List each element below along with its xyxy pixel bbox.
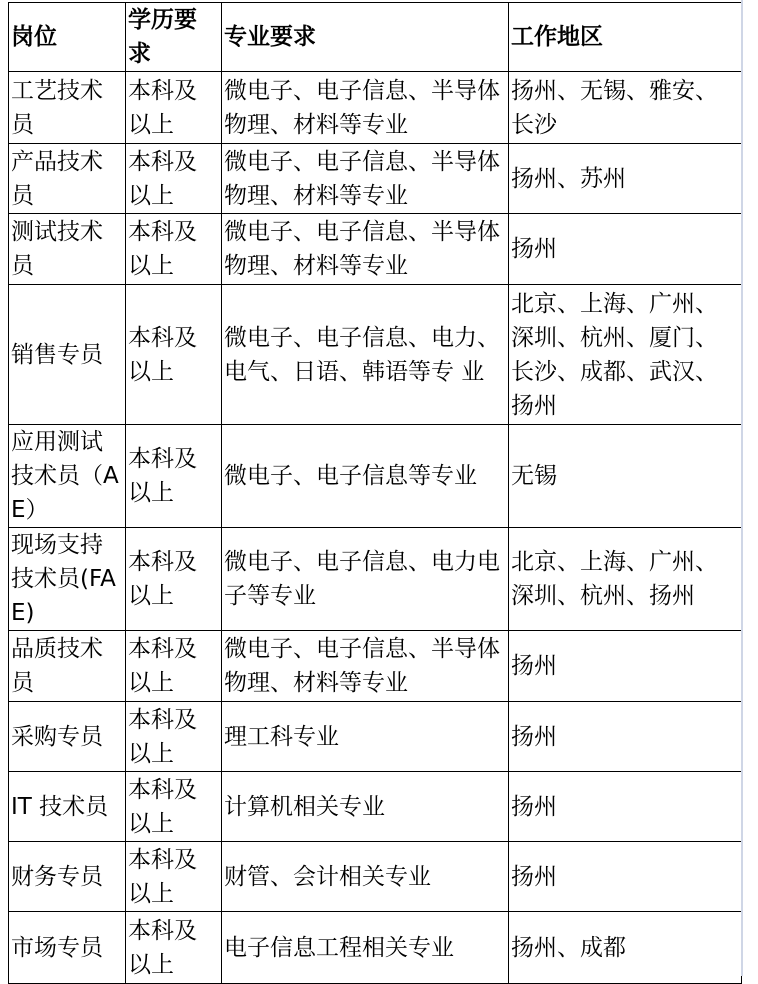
cell-location: 扬州 — [509, 772, 742, 842]
table-row — [9, 528, 742, 631]
cell-major: 微电子、电子信息、半导体物理、材料等专业 — [222, 72, 509, 144]
cell-major: 微电子、电子信息、电力、电气、日语、韩语等专 业 — [222, 285, 509, 425]
cell-location: 扬州、成都 — [509, 912, 742, 984]
cell-education: 本科及以上 — [126, 842, 222, 912]
cell-education: 本科及以上 — [126, 425, 222, 528]
cell-education: 本科及以上 — [126, 631, 222, 702]
cell-position: 测试技术员 — [9, 214, 126, 285]
header-major: 专业要求 — [222, 3, 509, 72]
cell-location: 扬州、苏州 — [509, 144, 742, 214]
table-row — [9, 72, 742, 144]
page-edge-divider — [741, 0, 743, 976]
cell-major: 计算机相关专业 — [222, 772, 509, 842]
cell-location: 北京、上海、广州、深圳、杭州、扬州 — [509, 528, 742, 631]
cell-major: 微电子、电子信息等专业 — [222, 425, 509, 528]
cell-position: 应用测试技术员（AE） — [9, 425, 126, 528]
cell-education: 本科及以上 — [126, 214, 222, 285]
cell-location: 无锡 — [509, 425, 742, 528]
cell-position: 市场专员 — [9, 912, 126, 984]
cell-location: 扬州 — [509, 702, 742, 772]
table-row — [9, 631, 742, 702]
cell-education: 本科及以上 — [126, 702, 222, 772]
cell-position: 现场支持技术员(FAE) — [9, 528, 126, 631]
table-row — [9, 144, 742, 214]
table-row — [9, 425, 742, 528]
table-row — [9, 702, 742, 772]
cell-position: 销售专员 — [9, 285, 126, 425]
header-location: 工作地区 — [509, 3, 742, 72]
cell-position: 财务专员 — [9, 842, 126, 912]
table-row — [9, 842, 742, 912]
cell-education: 本科及以上 — [126, 144, 222, 214]
cell-major: 微电子、电子信息、半导体物理、材料等专业 — [222, 631, 509, 702]
cell-major: 微电子、电子信息、电力电子等专业 — [222, 528, 509, 631]
cell-education: 本科及以上 — [126, 772, 222, 842]
cell-location: 扬州 — [509, 214, 742, 285]
cell-position: 产品技术员 — [9, 144, 126, 214]
table-row — [9, 285, 742, 425]
cell-location: 北京、上海、广州、深圳、杭州、厦门、长沙、成都、武汉、扬州 — [509, 285, 742, 425]
cell-position: 采购专员 — [9, 702, 126, 772]
cell-major: 财管、会计相关专业 — [222, 842, 509, 912]
cell-major: 微电子、电子信息、半导体物理、材料等专业 — [222, 214, 509, 285]
cell-location: 扬州 — [509, 842, 742, 912]
cell-position: IT 技术员 — [9, 772, 126, 842]
header-position: 岗位 — [9, 3, 126, 72]
cell-education: 本科及以上 — [126, 528, 222, 631]
cell-education: 本科及以上 — [126, 912, 222, 984]
table-row — [9, 772, 742, 842]
job-requirements-table — [8, 2, 742, 984]
cell-education: 本科及以上 — [126, 285, 222, 425]
cell-major: 理工科专业 — [222, 702, 509, 772]
table-row — [9, 912, 742, 984]
header-education: 学历要求 — [126, 3, 222, 72]
cell-location: 扬州、无锡、雅安、长沙 — [509, 72, 742, 144]
cell-position: 工艺技术员 — [9, 72, 126, 144]
cell-major: 电子信息工程相关专业 — [222, 912, 509, 984]
cell-education: 本科及以上 — [126, 72, 222, 144]
cell-position: 品质技术员 — [9, 631, 126, 702]
table-row — [9, 214, 742, 285]
cell-major: 微电子、电子信息、半导体物理、材料等专业 — [222, 144, 509, 214]
header-row — [9, 3, 742, 72]
cell-location: 扬州 — [509, 631, 742, 702]
